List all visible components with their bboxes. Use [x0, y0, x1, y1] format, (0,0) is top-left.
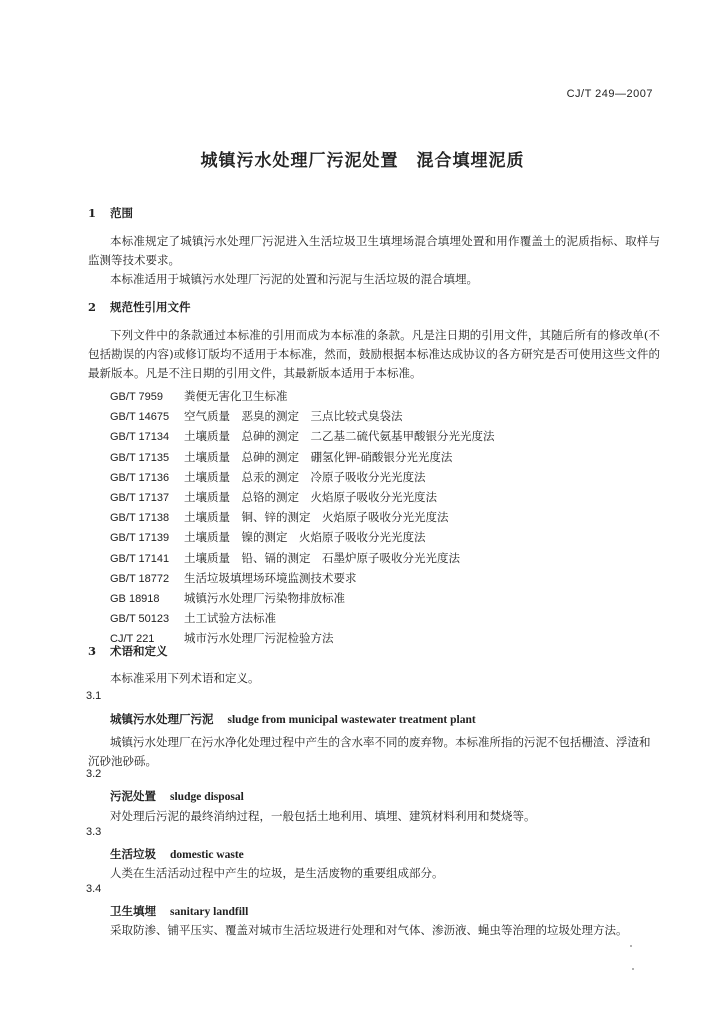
- section-heading-2: [88, 299, 191, 315]
- reference-item: [110, 387, 495, 407]
- reference-name: 土壤质量 镍的测定 火焰原子吸收分光光度法: [184, 530, 426, 545]
- reference-name: 土壤质量 总汞的测定 冷原子吸收分光光度法: [184, 469, 426, 484]
- term-number: 3.4: [86, 883, 102, 895]
- terms-intro: 本标准采用下列术语和定义。: [110, 671, 260, 685]
- reference-code: GB/T 17141: [110, 552, 170, 565]
- term-number: 3.1: [86, 690, 102, 702]
- term-heading: [110, 711, 476, 727]
- reference-item: [110, 549, 495, 569]
- reference-item: [110, 528, 495, 548]
- term-english: sanitary landfill: [170, 906, 249, 918]
- section-number: 2: [88, 300, 97, 314]
- reference-code: GB/T 7959: [110, 391, 163, 403]
- reference-name: 城镇污水处理厂污染物排放标准: [184, 591, 345, 606]
- reference-code: GB/T 17139: [110, 532, 170, 545]
- reference-name: 土壤质量 总铬的测定 火焰原子吸收分光光度法: [184, 490, 437, 505]
- reference-name: 城市污水处理厂污泥检验方法: [184, 631, 334, 646]
- section-heading-1: [88, 205, 133, 221]
- reference-code: GB/T 17136: [110, 471, 170, 484]
- reference-list: [110, 387, 495, 650]
- scope-paragraph-1: 本标准规定了城镇污水处理厂污泥进入生活垃圾卫生填埋场混合填埋处置和用作覆盖土的泥质指标、取样与监测等技术要求。: [88, 234, 660, 267]
- term-definition: 城镇污水处理厂在污水净化处理过程中产生的含水率不同的废弃物。本标准所指的污泥不包括栅渣、浮渣和沉砂池砂砾。: [88, 735, 651, 768]
- reference-item: [110, 488, 495, 508]
- reference-item: [110, 407, 495, 427]
- reference-name: 粪便无害化卫生标准: [184, 389, 288, 403]
- document-title: 城镇污水处理厂污泥处置 混合填埋泥质: [200, 151, 525, 171]
- reference-name: 土壤质量 铅、镉的测定 石墨炉原子吸收分光光度法: [184, 550, 460, 565]
- reference-code: GB/T 17138: [110, 512, 170, 525]
- reference-code: CJ/T 221: [110, 633, 155, 646]
- term-chinese: 生活垃圾: [110, 847, 156, 861]
- term-chinese: 污泥处置: [110, 789, 156, 803]
- reference-code: GB/T 17135: [110, 451, 170, 464]
- reference-code: GB/T 17137: [110, 492, 170, 505]
- reference-name: 土工试验方法标准: [184, 611, 276, 626]
- scope-paragraph-2: 本标准适用于城镇污水处理厂污泥的处置和污泥与生活垃圾的混合填埋。: [110, 272, 478, 286]
- reference-code: GB/T 50123: [110, 613, 170, 626]
- reference-item: [110, 508, 495, 528]
- reference-name: 土壤质量 总砷的测定 硼氢化钾-硝酸银分光光度法: [184, 449, 453, 464]
- reference-name: 生活垃圾填埋场环境监测技术要求: [184, 570, 357, 585]
- normative-intro: 下列文件中的条款通过本标准的引用而成为本标准的条款。凡是注日期的引用文件，其随后所有的修改单(不包括勘误的内容)或修订版均不适用于本标准，然而，鼓励根据本标准达成协议的各方研究是否可使用这些文件的最新版本。凡是不注日期的引用文件，其最新版本适用于本标准。: [88, 328, 660, 380]
- reference-item: [110, 569, 495, 589]
- term-definition: 对处理后污泥的最终消纳过程，一般包括土地利用、填埋、建筑材料利用和焚烧等。: [110, 809, 536, 823]
- reference-code: GB/T 18772: [110, 572, 170, 585]
- term-english: sludge disposal: [170, 791, 244, 803]
- term-heading: [110, 846, 244, 862]
- term-definition: 人类在生活活动过程中产生的垃圾，是生活废物的重要组成部分。: [110, 866, 444, 880]
- scan-speck: [630, 945, 632, 947]
- reference-name: 土壤质量 总砷的测定 二乙基二硫代氨基甲酸银分光光度法: [184, 429, 495, 444]
- reference-code: GB 18918: [110, 593, 160, 606]
- reference-code: GB/T 14675: [110, 411, 170, 424]
- section-title: 术语和定义: [110, 644, 168, 658]
- reference-item: [110, 448, 495, 468]
- reference-name: 空气质量 恶臭的测定 三点比较式臭袋法: [184, 409, 403, 424]
- term-number: 3.2: [86, 768, 102, 780]
- section-heading-3: [88, 643, 168, 659]
- term-number: 3.3: [86, 826, 102, 838]
- term-heading: [110, 788, 244, 804]
- reference-item: [110, 468, 495, 488]
- section-title: 规范性引用文件: [110, 300, 191, 314]
- reference-item: [110, 609, 495, 629]
- term-definition: 采取防渗、铺平压实、覆盖对城市生活垃圾进行处理和对气体、渗沥液、蝇虫等治理的垃圾处理方法。: [110, 923, 628, 937]
- scan-speck: [632, 968, 634, 970]
- reference-name: 土壤质量 铜、锌的测定 火焰原子吸收分光光度法: [184, 510, 449, 525]
- section-number: 1: [88, 206, 97, 220]
- term-english: domestic waste: [170, 849, 244, 861]
- section-number: 3: [88, 644, 97, 658]
- document-code: CJ/T 249—2007: [566, 88, 653, 100]
- reference-item: [110, 427, 495, 447]
- term-chinese: 卫生填埋: [110, 904, 156, 918]
- term-chinese: 城镇污水处理厂污泥: [110, 712, 214, 726]
- term-english: sludge from municipal wastewater treatment plant: [227, 714, 476, 726]
- section-title: 范围: [110, 206, 133, 220]
- reference-item: [110, 589, 495, 609]
- reference-code: GB/T 17134: [110, 431, 170, 444]
- term-heading: [110, 903, 248, 919]
